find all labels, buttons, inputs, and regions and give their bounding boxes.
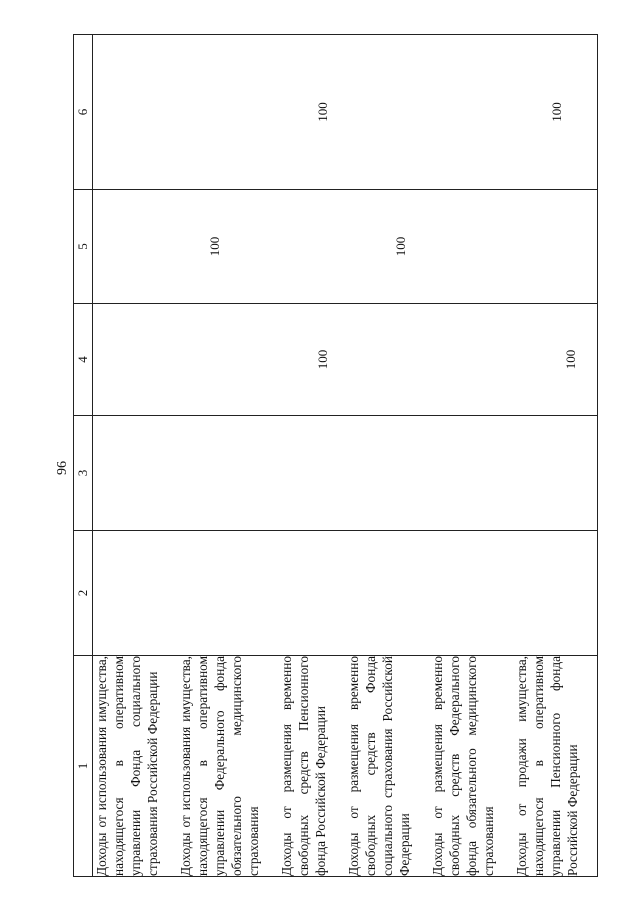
column-header-2: 2 [74,531,93,656]
column-header-6: 6 [74,35,93,190]
column-5-cells [93,190,598,304]
column-header-1: 1 [74,656,93,877]
table-header-row [74,35,93,877]
column-header-5: 5 [74,190,93,304]
row-description: Доходы от использования имущества, находящегося в оперативном управлении Фонда социального страхования Российской Федерации [94,656,160,876]
row-2-col-6-value: 100 [315,102,330,122]
row-description: Доходы от размещения временно свободных средств Фонда социального страхования Российской Федерации [346,656,412,876]
column-4-cells [93,304,598,416]
row-description: Доходы от использования имущества, находящегося в оперативном управлении Федерального фонда обязательного медицинского страхования [178,656,261,876]
column-2-cells [93,531,598,656]
column-header-3: 3 [74,416,93,531]
row-5-col-6-value: 100 [549,102,564,122]
table-body [93,35,598,877]
page-number: 96 [55,461,70,475]
row-description: Доходы от размещения временно свободных средств Пенсионного фонда Российской Федерации [279,656,328,876]
column-6-cells [93,35,598,190]
revenue-table [73,35,580,877]
description-column [93,656,598,877]
row-4-col-5-value: 100 [393,236,408,257]
row-3-col-4-value: 100 [315,349,330,370]
row-description: Доходы от продажи имущества, находящегося в оперативном управлении Пенсионного фонда Российской Федерации [514,656,580,876]
column-3-cells [93,416,598,531]
column-header-4: 4 [74,304,93,416]
row-1-col-5-value: 100 [207,236,222,257]
row-6-col-4-value: 100 [563,349,578,370]
row-description: Доходы от размещения временно свободных средств Федерального фонда обязательного медицинского страхования [430,656,496,876]
